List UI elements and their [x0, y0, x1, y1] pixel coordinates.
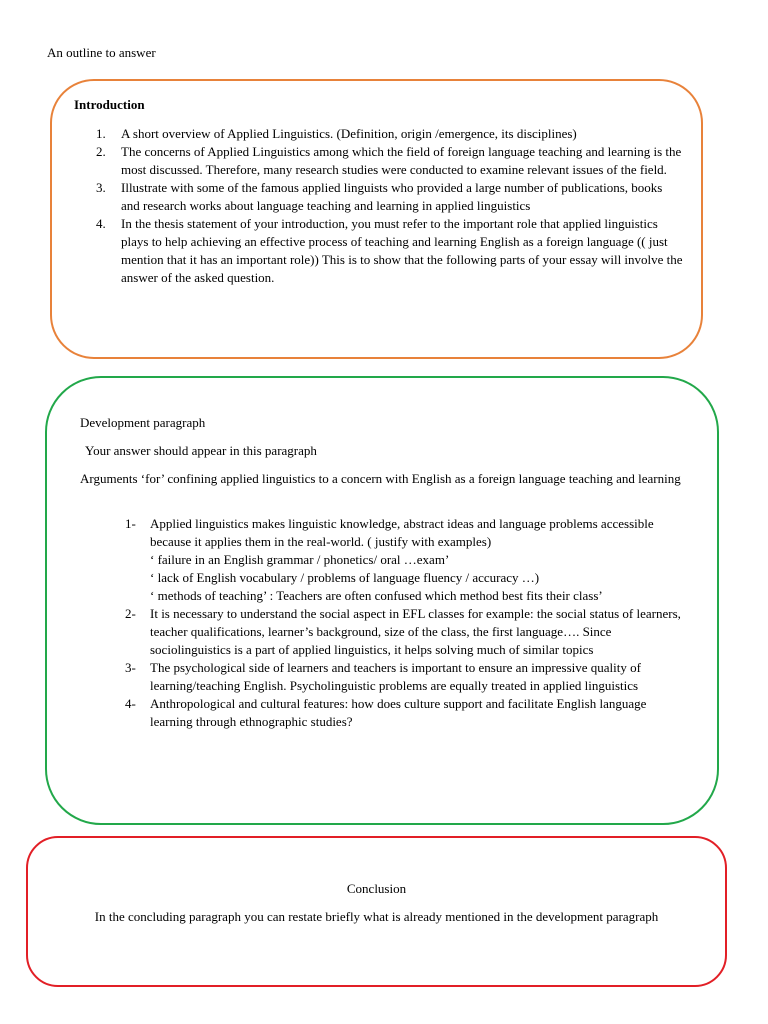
item-subline: ‘ lack of English vocabulary / problems of language fluency / accuracy …) [150, 570, 540, 585]
development-arguments-intro: Arguments ‘for’ confining applied linguistics to a concern with English as a foreign language teaching and learning [80, 471, 681, 486]
item-number: 4- [125, 696, 136, 711]
list-item [74, 143, 684, 179]
list-item [74, 215, 684, 287]
item-text: A short overview of Applied Linguistics. (Definition, origin /emergence, its disciplines) [121, 126, 577, 141]
item-text: The psychological side of learners and teachers is important to ensure an impressive quality of learning/teaching English. Psycholinguistic problems are equally treated in applied linguistics [150, 660, 641, 693]
item-text: The concerns of Applied Linguistics among which the field of foreign language teaching and learning is the most discussed. Therefore, many research studies were conducted to examine relevant issues of the field. [121, 144, 682, 177]
conclusion-title: Conclusion [346, 881, 407, 896]
item-text: Illustrate with some of the famous applied linguists who provided a large number of publications, books and research works about language teaching and learning in applied linguistics [121, 180, 663, 213]
item-subline: ‘ failure in an English grammar / phonetics/ oral …exam’ [150, 552, 450, 567]
list-item [125, 659, 690, 695]
item-text: In the thesis statement of your introduction, you must refer to the important role that applied linguistics plays to help achieving an effective process of teaching and learning English as a foreign language (( just mention that it has an important role)) This is to show that the following parts of your essay will involve the answer of the asked question. [121, 216, 683, 285]
item-number: 3. [96, 180, 106, 195]
item-number: 1. [96, 126, 106, 141]
item-number: 4. [96, 216, 106, 231]
item-text: It is necessary to understand the social aspect in EFL classes for example: the social status of learners, teacher qualifications, learner’s background, size of the class, the first language…. Since sociolinguistics is a part of applied linguistics, it helps solving much of similar topics [150, 606, 681, 657]
item-text: Anthropological and cultural features: how does culture support and facilitate English language learning through ethnographic studies? [150, 696, 647, 729]
item-number: 3- [125, 660, 136, 675]
item-number: 2- [125, 606, 136, 621]
development-title: Development paragraph [80, 415, 206, 430]
development-subtitle: Your answer should appear in this paragraph [85, 443, 317, 458]
page-heading: An outline to answer [47, 45, 156, 60]
item-number: 1- [125, 516, 136, 531]
item-number: 2. [96, 144, 106, 159]
list-item [74, 179, 684, 215]
list-item [125, 605, 690, 659]
list-item [125, 695, 690, 731]
conclusion-text: In the concluding paragraph you can restate briefly what is already mentioned in the development paragraph [94, 909, 659, 924]
introduction-title: Introduction [74, 97, 145, 112]
introduction-list [74, 125, 684, 287]
list-item [125, 515, 690, 605]
list-item [74, 125, 684, 143]
development-list [125, 515, 690, 731]
item-subline: ‘ methods of teaching’ : Teachers are often confused which method best fits their class’ [150, 588, 603, 603]
item-text: Applied linguistics makes linguistic knowledge, abstract ideas and language problems accessible because it applies them in the real-world. ( justify with examples) [150, 516, 654, 549]
